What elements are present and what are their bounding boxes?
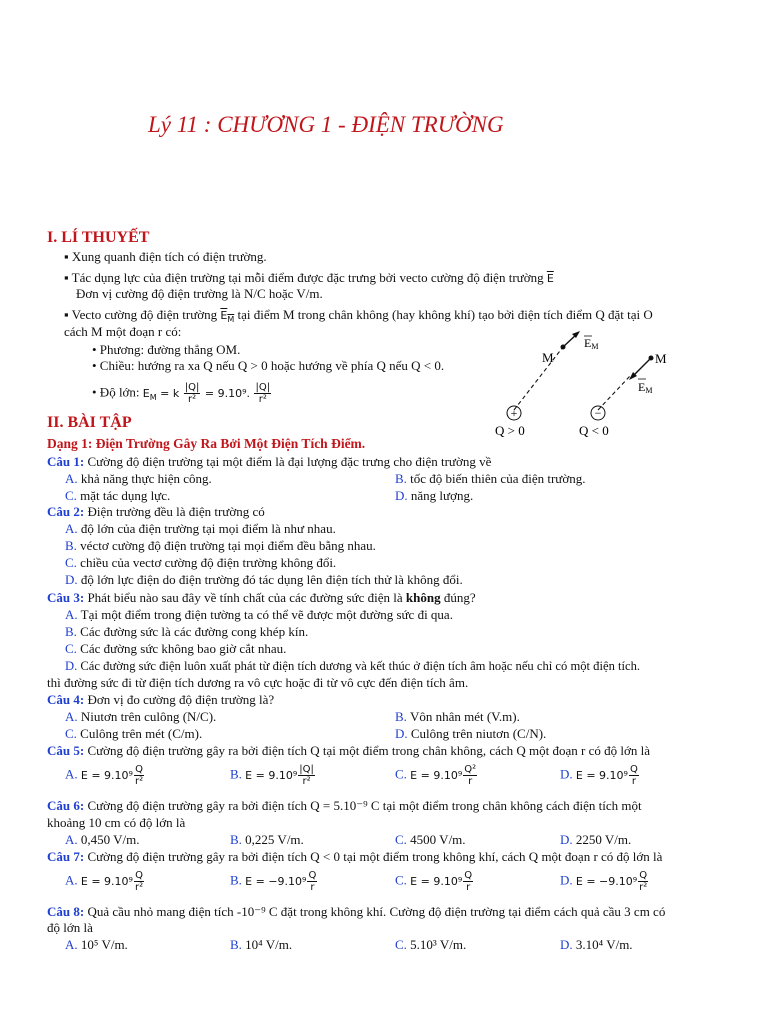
q6-option-c: C. 4500 V/m. bbox=[395, 832, 466, 847]
right-em-label: EM bbox=[638, 380, 653, 395]
question-4: Câu 4: Đơn vị đo cường độ điện trường là? bbox=[47, 692, 275, 707]
vector-em-symbol: $E_M$ bbox=[220, 309, 235, 325]
question-7: Câu 7: Cường độ điện trường gây ra bởi điện tích Q < 0 tại một điểm trong không khí, cách Q một đoạn r có độ lớn là bbox=[47, 849, 663, 864]
question-1: Câu 1: Cường độ điện trường tại một điểm là đại lượng đặc trưng cho điện trường về bbox=[47, 454, 492, 469]
left-m-label: M bbox=[542, 350, 554, 365]
q4-option-c: C. Culông trên mét (C/m). bbox=[65, 726, 203, 741]
q8-option-b: B. 10⁴ V/m. bbox=[230, 937, 293, 952]
q2-option-b: B. véctơ cường độ điện trường tại mọi điểm đều bằng nhau. bbox=[65, 538, 376, 553]
question-3: Câu 3: Phát biểu nào sau đây về tính chất của các đường sức điện là không đúng? bbox=[47, 590, 476, 605]
q2-option-c: C. chiều của vectơ cường độ điện trường không đổi. bbox=[65, 555, 337, 570]
q2-option-a: A. độ lớn của điện trường tại mọi điểm là như nhau. bbox=[65, 521, 336, 536]
q4-option-d: D. Culông trên niutơn (C/N). bbox=[395, 726, 547, 741]
q3-option-c: C. Các đường sức không bao giờ cắt nhau. bbox=[65, 641, 287, 656]
theory-bullet-1: ▪ Xung quanh điện tích có điện trường. bbox=[64, 249, 267, 264]
left-dashed-line bbox=[514, 347, 563, 410]
q8-option-d: D. 3.10⁴ V/m. bbox=[560, 937, 633, 952]
question-6: Câu 6: Cường độ điện trường gây ra bởi điện tích Q = 5.10⁻⁹ C tại một điểm trong chân không cách điện tích một bbox=[47, 798, 642, 813]
q6-option-a: A. 0,450 V/m. bbox=[65, 832, 140, 847]
q6-option-b: B. 0,225 V/m. bbox=[230, 832, 304, 847]
field-diagram bbox=[480, 330, 730, 440]
q1-option-b: B. tốc độ biến thiên của điện trường. bbox=[395, 471, 586, 486]
q5-option-b: B. E = 9.10⁹ $\frac{|Q|}{\text{r²}}$ bbox=[230, 764, 314, 787]
q7-option-c: C. E = 9.10⁹ $\frac{Q}{r}$ bbox=[395, 870, 473, 893]
q4-option-a: A. Niutơn trên culông (N/C). bbox=[65, 709, 217, 724]
q7-option-b: B. E = −9.10⁹ $\frac{Q}{r}$ bbox=[230, 870, 317, 893]
q5-option-d: D. E = 9.10⁹ $\frac{Q}{r}$ bbox=[560, 764, 638, 787]
q6-option-d: D. 2250 V/m. bbox=[560, 832, 632, 847]
q2-option-d: D. độ lớn lực điện do điện trường đó tác dụng lên điện tích thử là không đổi. bbox=[65, 572, 463, 587]
q1-option-c: C. mặt tác dụng lực. bbox=[65, 488, 171, 503]
right-caption: Q < 0 bbox=[579, 423, 609, 438]
theory-bullet-3-cont: cách M một đoạn r có: bbox=[64, 324, 182, 339]
exercise-type-1: Dạng 1: Điện Trường Gây Ra Bởi Một Điện Tích Điểm. bbox=[47, 436, 366, 451]
q1-option-d: D. năng lượng. bbox=[395, 488, 474, 503]
magnitude-formula: $E_M = k$ $\frac{|Q|}{\text{r²}}$ = 9.10⁹. $\frac{|Q|}{\text{r²}}$ bbox=[142, 382, 271, 405]
q5-option-c: C. E = 9.10⁹ $\frac{\text{Q²}}{r}$ bbox=[395, 764, 477, 787]
property-orientation: • Chiều: hướng ra xa Q nếu Q > 0 hoặc hướng về phía Q nếu Q < 0. bbox=[92, 358, 445, 373]
positive-sign: + bbox=[510, 406, 518, 420]
q5-option-a: A. E = 9.10⁹ $\frac{Q}{\text{r²}}$ bbox=[65, 764, 144, 787]
q7-option-a: A. E = 9.10⁹ $\frac{Q}{\text{r²}}$ bbox=[65, 870, 144, 893]
property-magnitude bbox=[92, 382, 272, 406]
q3-option-b: B. Các đường sức là các đường cong khép kín. bbox=[65, 624, 309, 639]
question-6-cont: khoảng 10 cm có độ lớn là bbox=[47, 815, 186, 830]
property-direction: • Phương: đường thẳng OM. bbox=[92, 342, 241, 357]
theory-bullet-2-unit: Đơn vị cường độ điện trường là N/C hoặc V/m. bbox=[76, 286, 323, 301]
negative-sign: − bbox=[594, 406, 602, 420]
right-dashed-line bbox=[598, 376, 630, 410]
q1-option-a: A. khả năng thực hiện công. bbox=[65, 471, 212, 486]
question-2: Câu 2: Điện trường đều là điện trường có bbox=[47, 504, 265, 519]
theory-bullet-2-text: ▪ Tác dụng lực của điện trường tại mỗi điểm được đặc trưng bởi vecto cường độ điện trường bbox=[64, 270, 544, 285]
question-5: Câu 5: Cường độ điện trường gây ra bởi điện tích Q tại một điểm trong chân không, cách Q một đoạn r có độ lớn là bbox=[47, 743, 651, 758]
q8-option-c: C. 5.10³ V/m. bbox=[395, 937, 467, 952]
q3-option-a: A. Tại một điểm trong điện tường ta có thể vẽ được một đường sức đi qua. bbox=[65, 607, 453, 622]
q7-option-d: D. E = −9.10⁹ $\frac{Q}{\text{r²}}$ bbox=[560, 870, 648, 893]
q4-option-b: B. Vôn nhân mét (V.m). bbox=[395, 709, 520, 724]
q3-option-d-cont: thì đường sức đi từ điện tích dương ra vô cực hoặc đi từ vô cực đến điện tích âm. bbox=[47, 675, 469, 690]
section-heading-exercises: II. BÀI TẬP bbox=[47, 414, 132, 431]
question-8: Câu 8: Quả cầu nhỏ mang điện tích -10⁻⁹ C đặt trong không khí. Cường độ điện trường tại điểm cách quả cầu 3 cm có bbox=[47, 904, 666, 919]
left-caption: Q > 0 bbox=[495, 423, 525, 438]
right-m-label: M bbox=[655, 351, 667, 366]
magnitude-label: • Độ lớn: bbox=[92, 384, 140, 400]
left-em-label: EM bbox=[584, 336, 599, 351]
q8-option-a: A. 10⁵ V/m. bbox=[65, 937, 128, 952]
theory-bullet-2 bbox=[64, 270, 554, 287]
question-8-cont: độ lớn là bbox=[47, 920, 93, 935]
theory-bullet-3-text-b: tại điểm M trong chân không (hay không khí) tạo bởi điện tích điểm Q đặt tại O bbox=[237, 307, 653, 322]
vector-e-symbol: $\overline{E}$ bbox=[546, 272, 554, 285]
page-title: Lý 11 : CHƯƠNG 1 - ĐIỆN TRƯỜNG bbox=[148, 112, 504, 137]
theory-bullet-3-text-a: ▪ Vecto cường độ điện trường bbox=[64, 307, 218, 322]
section-heading-theory: I. LÍ THUYẾT bbox=[47, 229, 150, 246]
q3-option-d: D. Các đường sức điện luôn xuất phát từ điện tích dương và kết thúc ở điện tích âm hoặc nếu chỉ có một điện tích. bbox=[65, 659, 641, 673]
